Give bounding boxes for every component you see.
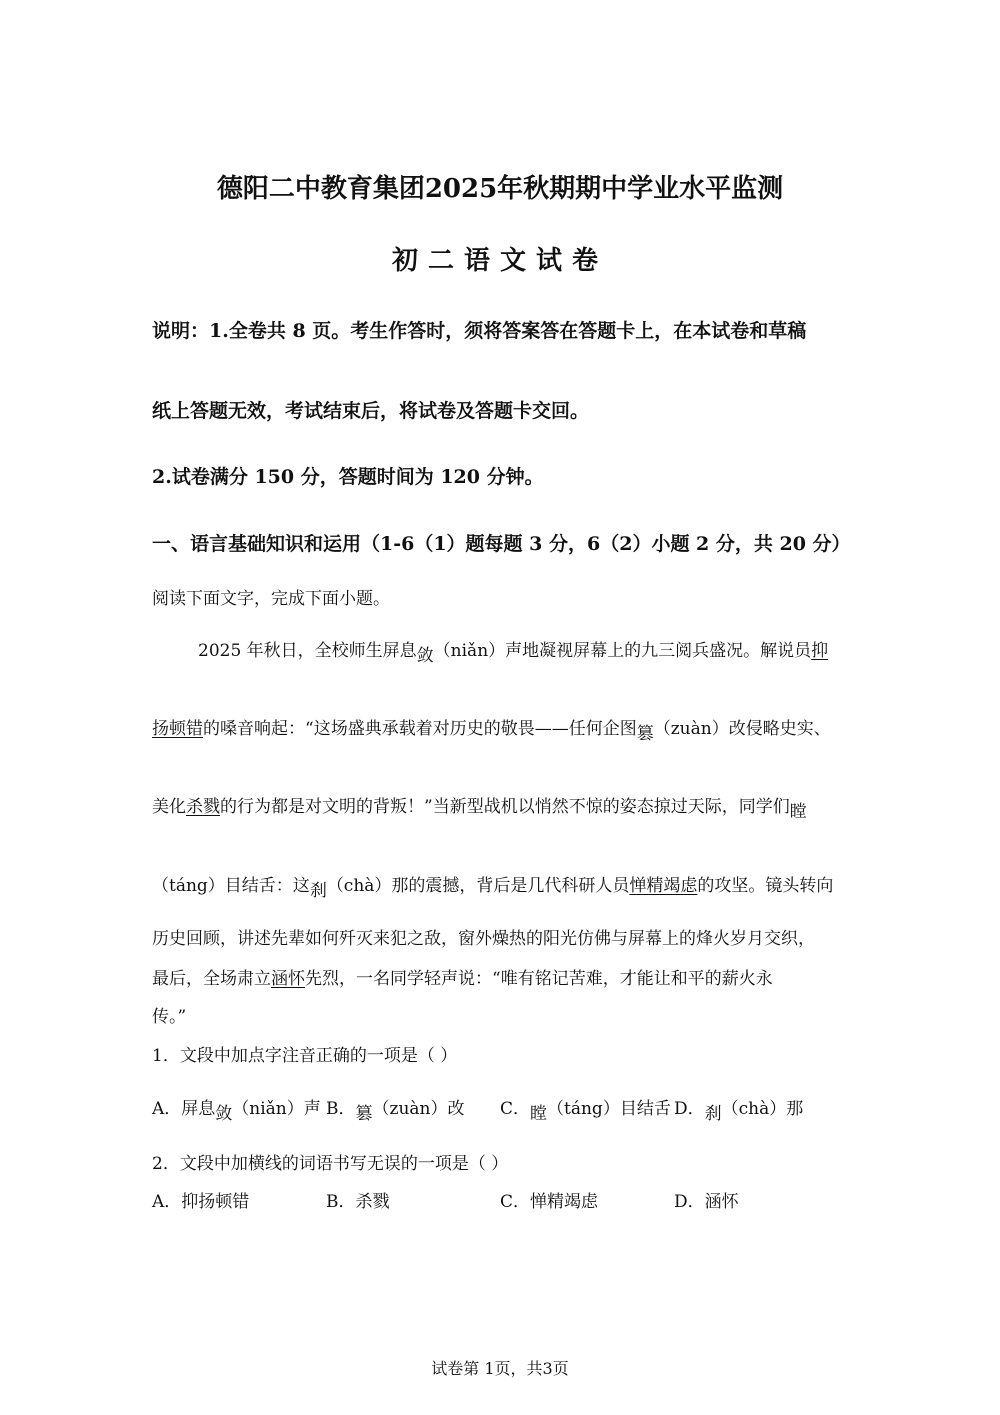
passage-line-2 (152, 714, 831, 744)
question-2-stem: 2．文段中加横线的词语书写无误的一项是（ ） (152, 1154, 509, 1174)
passage-text: 先烈，一名同学轻声说：“唯有铭记苦难，才能让和平的薪火永 (305, 969, 773, 989)
passage-text: 的攻坚。镜头转向 (697, 876, 834, 896)
exam-subtitle: 初二语文试卷 (391, 246, 608, 276)
underlined-word: 扬顿错 (152, 719, 203, 739)
passage-text: （zuàn）改侵略史实、 (653, 719, 831, 739)
passage-text: 2025 年秋日，全校师生屏息 (198, 641, 417, 661)
option-text: （niǎn）声 (232, 1099, 321, 1119)
passage-line-1 (198, 636, 829, 666)
question-2-option-c: C．惮精竭虑 (500, 1192, 599, 1212)
option-text: C． (500, 1099, 531, 1119)
underlined-word: 杀戮 (186, 797, 220, 817)
question-2-option-d: D．涵怀 (674, 1192, 739, 1212)
passage-text: 最后，全场肃立 (152, 969, 271, 989)
passage-line-7: 传。” (152, 1007, 187, 1027)
page-footer: 试卷第 1页，共3页 (431, 1359, 569, 1378)
option-text: （chà）那 (721, 1099, 804, 1119)
passage-text: （chà）那的震撼，背后是几代科研人员 (326, 876, 630, 896)
notes-line-3: 2.试卷满分 150 分，答题时间为 120 分钟。 (152, 466, 544, 488)
dotted-character: 敛 (416, 646, 434, 666)
question-2-option-a: A．抑扬顿错 (152, 1192, 250, 1212)
passage-text: 的行为都是对文明的背叛！”当新型战机以悄然不惊的姿态掠过天际，同学们 (220, 797, 790, 817)
underlined-word: 涵怀 (271, 969, 305, 989)
question-1-option-a (152, 1094, 321, 1124)
option-text: B． (326, 1099, 356, 1119)
exam-title: 德阳二中教育集团2025年秋期期中学业水平监测 (216, 174, 784, 204)
option-text: （táng）目结舌 (547, 1099, 671, 1119)
question-1-stem: 1．文段中加点字注音正确的一项是（ ） (152, 1046, 458, 1066)
passage-line-4 (152, 871, 834, 901)
underlined-word: 惮精竭虑 (629, 876, 698, 896)
notes-line-2: 纸上答题无效，考试结束后，将试卷及答题卡交回。 (152, 400, 590, 422)
question-1-option-d (674, 1094, 804, 1124)
passage-text: （táng）目结舌：这 (152, 876, 310, 896)
question-2-option-b: B．杀戮 (326, 1192, 390, 1212)
section-heading: 一、语言基础知识和运用（1-6（1）题每题 3 分，6（2）小题 2 分，共 20 分） (152, 533, 851, 555)
reading-instruction: 阅读下面文字，完成下面小题。 (152, 589, 390, 609)
dotted-character: 瞠 (789, 802, 807, 822)
option-text: D． (674, 1099, 705, 1119)
dotted-character: 刹 (704, 1104, 722, 1124)
dotted-character: 敛 (215, 1104, 233, 1124)
passage-text: 的嗓音响起：“这场盛典承载着对历史的敬畏——任何企图 (203, 719, 637, 739)
dotted-character: 瞠 (530, 1104, 548, 1124)
question-1-option-c (500, 1094, 671, 1124)
passage-line-3 (152, 792, 807, 822)
option-text: A．屏息 (152, 1099, 216, 1119)
question-1-option-b (326, 1094, 465, 1124)
dotted-character: 刹 (309, 881, 327, 901)
passage-text: 美化 (152, 797, 186, 817)
dotted-character: 篡 (636, 724, 654, 744)
dotted-character: 篡 (355, 1104, 373, 1124)
notes-line-1: 说明：1.全卷共 8 页。考生作答时，须将答案答在答题卡上，在本试卷和草稿 (152, 320, 807, 342)
option-text: （zuàn）改 (372, 1099, 465, 1119)
underlined-word: 抑 (811, 641, 829, 661)
passage-text: （niǎn）声地凝视屏幕上的九三阅兵盛况。解说员 (433, 641, 812, 661)
passage-line-5: 历史回顾，讲述先辈如何歼灭来犯之敌，窗外燥热的阳光仿佛与屏幕上的烽火岁月交织， (152, 929, 815, 949)
passage-line-6 (152, 964, 773, 989)
